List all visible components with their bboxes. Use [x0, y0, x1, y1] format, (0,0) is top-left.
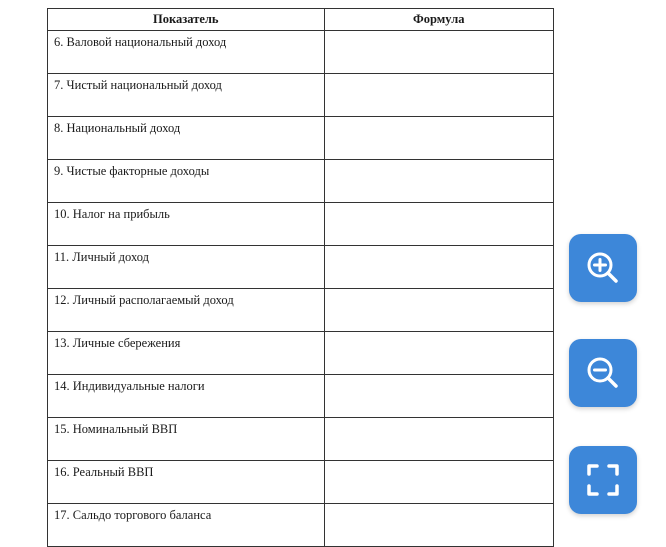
table-row: [48, 117, 554, 160]
formula-cell: [324, 418, 553, 461]
indicator-cell: 13. Личные сбережения: [48, 332, 325, 375]
header-indicator: Показатель: [48, 9, 325, 31]
formula-cell: [324, 117, 553, 160]
table-row: [48, 332, 554, 375]
table-row: [48, 31, 554, 74]
table-row: [48, 246, 554, 289]
zoom-out-icon: [583, 353, 623, 393]
formula-cell: [324, 246, 553, 289]
indicator-cell: 17. Сальдо торгового баланса: [48, 504, 325, 547]
formula-cell: [324, 289, 553, 332]
table-row: [48, 160, 554, 203]
indicator-cell: 9. Чистые факторные доходы: [48, 160, 325, 203]
formula-cell: [324, 31, 553, 74]
indicator-cell: 15. Номинальный ВВП: [48, 418, 325, 461]
zoom-out-button[interactable]: [569, 339, 637, 407]
formula-cell: [324, 504, 553, 547]
indicator-cell: 7. Чистый национальный доход: [48, 74, 325, 117]
zoom-in-icon: [583, 248, 623, 288]
table-row: [48, 461, 554, 504]
table-header-row: [48, 9, 554, 31]
formula-cell: [324, 74, 553, 117]
zoom-in-button[interactable]: [569, 234, 637, 302]
indicator-cell: 12. Личный располагаемый доход: [48, 289, 325, 332]
indicator-cell: 11. Личный доход: [48, 246, 325, 289]
indicator-cell: 6. Валовой национальный доход: [48, 31, 325, 74]
indicator-cell: 14. Индивидуальные налоги: [48, 375, 325, 418]
formula-cell: [324, 461, 553, 504]
formula-cell: [324, 375, 553, 418]
formula-cell: [324, 160, 553, 203]
indicator-cell: 16. Реальный ВВП: [48, 461, 325, 504]
fullscreen-icon: [583, 460, 623, 500]
table-row: [48, 203, 554, 246]
table-row: [48, 375, 554, 418]
table-row: [48, 289, 554, 332]
table-row: [48, 74, 554, 117]
table-row: [48, 418, 554, 461]
indicator-cell: 8. Национальный доход: [48, 117, 325, 160]
formula-cell: [324, 332, 553, 375]
fullscreen-button[interactable]: [569, 446, 637, 514]
table-row: [48, 504, 554, 547]
indicator-table: [47, 8, 554, 547]
formula-cell: [324, 203, 553, 246]
indicator-cell: 10. Налог на прибыль: [48, 203, 325, 246]
header-formula: Формула: [324, 9, 553, 31]
